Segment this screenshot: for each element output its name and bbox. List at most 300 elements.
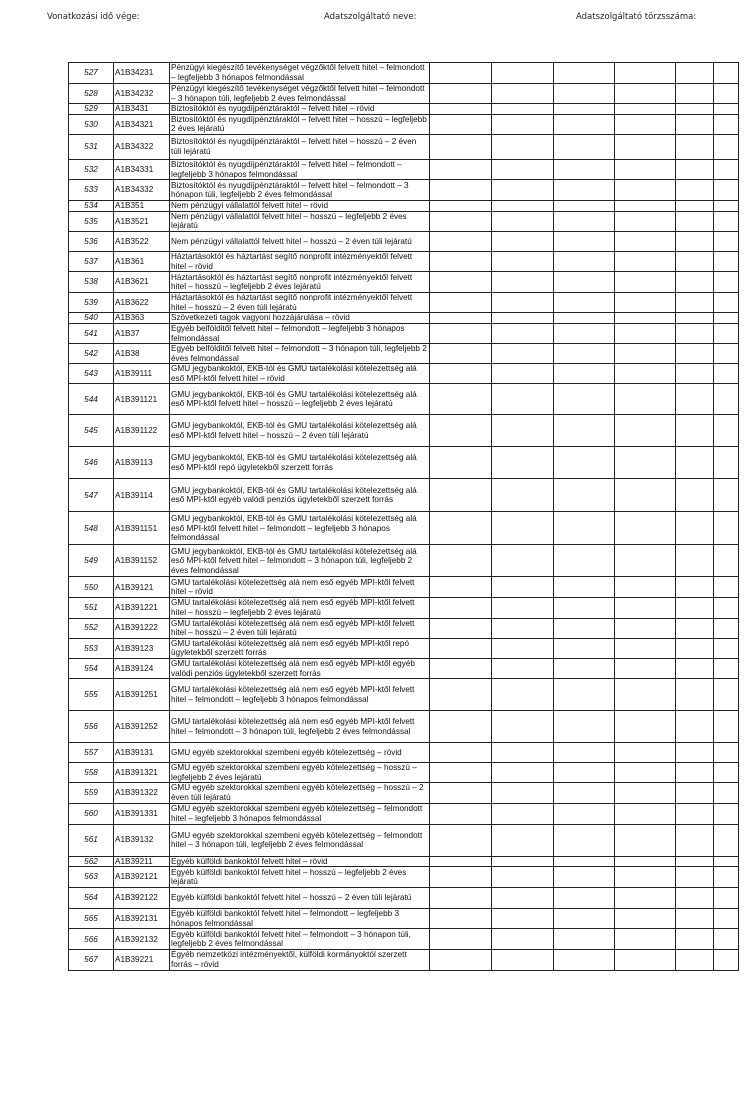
value-cell[interactable] [554, 598, 615, 618]
value-cell[interactable] [430, 201, 492, 212]
value-cell[interactable] [554, 950, 615, 970]
value-cell[interactable] [714, 201, 739, 212]
value-cell[interactable] [714, 763, 739, 783]
value-cell[interactable] [714, 134, 739, 159]
value-cell[interactable] [676, 104, 714, 115]
value-cell[interactable] [492, 159, 554, 179]
table-row [69, 180, 739, 201]
value-cell[interactable] [554, 679, 615, 711]
value-cell[interactable] [615, 743, 676, 763]
value-cell[interactable] [430, 479, 492, 512]
value-cell[interactable] [676, 711, 714, 743]
row-description: GMU tartalékolási kötelezettség alá nem eső egyéb MPI-ktől felvett hitel – felmondott – legfeljebb 3 hónapos felmondással [170, 679, 430, 711]
value-cell[interactable] [430, 63, 492, 84]
value-cell[interactable] [554, 545, 615, 577]
row-number: 544 [69, 384, 114, 415]
value-cell[interactable] [714, 867, 739, 888]
value-cell[interactable] [615, 323, 676, 343]
row-number: 559 [69, 783, 114, 803]
value-cell[interactable] [430, 679, 492, 711]
value-cell[interactable] [615, 479, 676, 512]
value-cell[interactable] [430, 909, 492, 929]
value-cell[interactable] [714, 415, 739, 447]
table-row [69, 856, 739, 867]
value-cell[interactable] [554, 231, 615, 251]
row-number: 550 [69, 577, 114, 598]
value-cell[interactable] [676, 545, 714, 577]
value-cell[interactable] [714, 743, 739, 763]
value-cell[interactable] [676, 512, 714, 545]
value-cell[interactable] [676, 598, 714, 618]
value-cell[interactable] [714, 114, 739, 134]
value-cell[interactable] [430, 711, 492, 743]
row-description: Biztosítóktól és nyugdíjpénztáraktól – felvett hitel – felmondott – 3 hónapon túli, legfeljebb 2 éves felmondással [170, 180, 430, 201]
value-cell[interactable] [430, 577, 492, 598]
value-cell[interactable] [554, 104, 615, 115]
value-cell[interactable] [554, 856, 615, 867]
value-cell[interactable] [615, 180, 676, 201]
value-cell[interactable] [554, 384, 615, 415]
value-cell[interactable] [492, 272, 554, 293]
value-cell[interactable] [714, 577, 739, 598]
value-cell[interactable] [676, 867, 714, 888]
table-row [69, 323, 739, 343]
value-cell[interactable] [676, 323, 714, 343]
value-cell[interactable] [554, 577, 615, 598]
value-cell[interactable] [430, 114, 492, 134]
value-cell[interactable] [714, 950, 739, 970]
row-number: 527 [69, 63, 114, 84]
value-cell[interactable] [714, 180, 739, 201]
value-cell[interactable] [492, 763, 554, 783]
value-cell[interactable] [554, 743, 615, 763]
value-cell[interactable] [714, 711, 739, 743]
value-cell[interactable] [554, 313, 615, 324]
row-code: A1B391222 [114, 618, 170, 638]
value-cell[interactable] [714, 598, 739, 618]
row-description: GMU egyéb szektorokkal szembeni egyéb kötelezettség – hosszú – legfeljebb 2 éves lejáratú [170, 763, 430, 783]
row-number: 535 [69, 211, 114, 231]
value-cell[interactable] [554, 803, 615, 824]
value-cell[interactable] [492, 638, 554, 658]
row-code: A1B392131 [114, 909, 170, 929]
value-cell[interactable] [492, 743, 554, 763]
value-cell[interactable] [615, 201, 676, 212]
row-number: 533 [69, 180, 114, 201]
table-row [69, 512, 739, 545]
row-number: 558 [69, 763, 114, 783]
value-cell[interactable] [492, 384, 554, 415]
value-cell[interactable] [714, 803, 739, 824]
value-cell[interactable] [714, 293, 739, 313]
value-cell[interactable] [430, 659, 492, 679]
value-cell[interactable] [615, 364, 676, 384]
value-cell[interactable] [492, 909, 554, 929]
value-cell[interactable] [615, 313, 676, 324]
row-number: 538 [69, 272, 114, 293]
value-cell[interactable] [554, 201, 615, 212]
value-cell[interactable] [615, 856, 676, 867]
value-cell[interactable] [676, 479, 714, 512]
value-cell[interactable] [676, 743, 714, 763]
value-cell[interactable] [615, 950, 676, 970]
value-cell[interactable] [714, 638, 739, 658]
value-cell[interactable] [430, 84, 492, 104]
table-row [69, 364, 739, 384]
value-cell[interactable] [676, 824, 714, 856]
value-cell[interactable] [676, 679, 714, 711]
value-cell[interactable] [430, 293, 492, 313]
value-cell[interactable] [676, 856, 714, 867]
value-cell[interactable] [430, 803, 492, 824]
value-cell[interactable] [615, 415, 676, 447]
value-cell[interactable] [615, 211, 676, 231]
table-row [69, 134, 739, 159]
value-cell[interactable] [676, 231, 714, 251]
value-cell[interactable] [430, 313, 492, 324]
row-description: Egyéb külföldi bankoktól felvett hitel – rövid [170, 856, 430, 867]
value-cell[interactable] [554, 293, 615, 313]
row-description: GMU jegybankoktól, EKB-tól és GMU tartalékolási kötelezettség alá eső MPI-ktől felvett hitel – rövid [170, 364, 430, 384]
value-cell[interactable] [615, 344, 676, 364]
value-cell[interactable] [676, 909, 714, 929]
value-cell[interactable] [676, 950, 714, 970]
value-cell[interactable] [714, 384, 739, 415]
value-cell[interactable] [554, 618, 615, 638]
value-cell[interactable] [615, 598, 676, 618]
row-code: A1B361 [114, 251, 170, 271]
row-code: A1B39123 [114, 638, 170, 658]
row-number: 561 [69, 824, 114, 856]
value-cell[interactable] [676, 638, 714, 658]
value-cell[interactable] [492, 577, 554, 598]
value-cell[interactable] [615, 803, 676, 824]
value-cell[interactable] [554, 211, 615, 231]
value-cell[interactable] [492, 211, 554, 231]
value-cell[interactable] [615, 679, 676, 711]
value-cell[interactable] [554, 479, 615, 512]
row-code: A1B392121 [114, 867, 170, 888]
value-cell[interactable] [430, 824, 492, 856]
value-cell[interactable] [615, 638, 676, 658]
value-cell[interactable] [714, 159, 739, 179]
table-row [69, 545, 739, 577]
value-cell[interactable] [615, 711, 676, 743]
value-cell[interactable] [714, 512, 739, 545]
value-cell[interactable] [615, 293, 676, 313]
value-cell[interactable] [492, 114, 554, 134]
value-cell[interactable] [615, 888, 676, 909]
value-cell[interactable] [492, 856, 554, 867]
value-cell[interactable] [676, 180, 714, 201]
value-cell[interactable] [615, 659, 676, 679]
value-cell[interactable] [492, 659, 554, 679]
value-cell[interactable] [430, 211, 492, 231]
value-cell[interactable] [615, 134, 676, 159]
value-cell[interactable] [714, 888, 739, 909]
value-cell[interactable] [676, 447, 714, 479]
value-cell[interactable] [430, 384, 492, 415]
value-cell[interactable] [615, 272, 676, 293]
value-cell[interactable] [615, 159, 676, 179]
value-cell[interactable] [676, 313, 714, 324]
value-cell[interactable] [676, 272, 714, 293]
value-cell[interactable] [430, 180, 492, 201]
value-cell[interactable] [430, 856, 492, 867]
value-cell[interactable] [492, 293, 554, 313]
value-cell[interactable] [430, 364, 492, 384]
table-row [69, 479, 739, 512]
row-number: 545 [69, 415, 114, 447]
value-cell[interactable] [714, 856, 739, 867]
row-code: A1B39132 [114, 824, 170, 856]
value-cell[interactable] [714, 231, 739, 251]
value-cell[interactable] [492, 711, 554, 743]
value-cell[interactable] [714, 313, 739, 324]
row-description: Pénzügyi kiegészítő tevékenységet végzőktől felvett hitel – felmondott – legfeljebb 3 hónapos felmondással [170, 63, 430, 84]
value-cell[interactable] [615, 512, 676, 545]
value-cell[interactable] [615, 867, 676, 888]
value-cell[interactable] [554, 323, 615, 343]
value-cell[interactable] [554, 512, 615, 545]
table-body [69, 63, 739, 971]
value-cell[interactable] [430, 344, 492, 364]
row-description: GMU jegybankoktól, EKB-tól és GMU tartalékolási kötelezettség alá eső MPI-ktől egyéb valódi penziós ügyletekből szerzett forrás [170, 479, 430, 512]
value-cell[interactable] [676, 201, 714, 212]
value-cell[interactable] [676, 211, 714, 231]
value-cell[interactable] [554, 84, 615, 104]
value-cell[interactable] [615, 231, 676, 251]
value-cell[interactable] [430, 104, 492, 115]
value-cell[interactable] [676, 114, 714, 134]
value-cell[interactable] [714, 251, 739, 271]
value-cell[interactable] [554, 763, 615, 783]
value-cell[interactable] [430, 888, 492, 909]
value-cell[interactable] [430, 545, 492, 577]
value-cell[interactable] [430, 929, 492, 950]
value-cell[interactable] [676, 803, 714, 824]
value-cell[interactable] [430, 743, 492, 763]
value-cell[interactable] [430, 323, 492, 343]
value-cell[interactable] [492, 888, 554, 909]
value-cell[interactable] [714, 364, 739, 384]
row-code: A1B34331 [114, 159, 170, 179]
value-cell[interactable] [492, 251, 554, 271]
value-cell[interactable] [615, 618, 676, 638]
value-cell[interactable] [492, 104, 554, 115]
value-cell[interactable] [615, 824, 676, 856]
table-row [69, 929, 739, 950]
value-cell[interactable] [492, 512, 554, 545]
row-number: 546 [69, 447, 114, 479]
value-cell[interactable] [492, 201, 554, 212]
value-cell[interactable] [492, 364, 554, 384]
row-code: A1B34322 [114, 134, 170, 159]
value-cell[interactable] [554, 888, 615, 909]
value-cell[interactable] [714, 272, 739, 293]
value-cell[interactable] [492, 783, 554, 803]
value-cell[interactable] [714, 824, 739, 856]
value-cell[interactable] [430, 272, 492, 293]
value-cell[interactable] [676, 618, 714, 638]
value-cell[interactable] [615, 577, 676, 598]
value-cell[interactable] [492, 929, 554, 950]
value-cell[interactable] [492, 867, 554, 888]
row-code: A1B391151 [114, 512, 170, 545]
value-cell[interactable] [714, 659, 739, 679]
value-cell[interactable] [492, 415, 554, 447]
value-cell[interactable] [554, 659, 615, 679]
value-cell[interactable] [615, 545, 676, 577]
value-cell[interactable] [554, 272, 615, 293]
value-cell[interactable] [615, 104, 676, 115]
value-cell[interactable] [554, 711, 615, 743]
value-cell[interactable] [430, 231, 492, 251]
value-cell[interactable] [615, 251, 676, 271]
value-cell[interactable] [430, 783, 492, 803]
value-cell[interactable] [492, 598, 554, 618]
row-description: GMU egyéb szektorokkal szembeni egyéb kötelezettség – hosszú – 2 éven túli lejáratú [170, 783, 430, 803]
value-cell[interactable] [492, 545, 554, 577]
value-cell[interactable] [615, 84, 676, 104]
row-description: Háztartásoktól és háztartást segítő nonprofit intézményektől felvett hitel – hosszú – 2 éven túli lejáratú [170, 293, 430, 313]
value-cell[interactable] [554, 447, 615, 479]
value-cell[interactable] [430, 618, 492, 638]
value-cell[interactable] [492, 344, 554, 364]
value-cell[interactable] [676, 364, 714, 384]
value-cell[interactable] [714, 909, 739, 929]
row-description: Egyéb külföldi bankoktól felvett hitel – felmondott – 3 hónapon túli, legfeljebb 2 éves felmondással [170, 929, 430, 950]
value-cell[interactable] [492, 618, 554, 638]
value-cell[interactable] [676, 577, 714, 598]
value-cell[interactable] [430, 159, 492, 179]
value-cell[interactable] [615, 909, 676, 929]
value-cell[interactable] [615, 447, 676, 479]
value-cell[interactable] [714, 447, 739, 479]
value-cell[interactable] [430, 415, 492, 447]
value-cell[interactable] [554, 783, 615, 803]
value-cell[interactable] [554, 364, 615, 384]
value-cell[interactable] [615, 783, 676, 803]
row-code: A1B39111 [114, 364, 170, 384]
value-cell[interactable] [714, 323, 739, 343]
table-row [69, 888, 739, 909]
row-description: Egyéb belfölditől felvett hitel – felmondott – 3 hónapon túli, legfeljebb 2 éves felmondással [170, 344, 430, 364]
table-row [69, 447, 739, 479]
value-cell[interactable] [676, 344, 714, 364]
value-cell[interactable] [492, 180, 554, 201]
value-cell[interactable] [554, 251, 615, 271]
value-cell[interactable] [554, 929, 615, 950]
value-cell[interactable] [676, 415, 714, 447]
value-cell[interactable] [430, 134, 492, 159]
value-cell[interactable] [492, 84, 554, 104]
row-number: 564 [69, 888, 114, 909]
value-cell[interactable] [492, 479, 554, 512]
value-cell[interactable] [554, 638, 615, 658]
value-cell[interactable] [430, 763, 492, 783]
row-number: 554 [69, 659, 114, 679]
value-cell[interactable] [676, 251, 714, 271]
value-cell[interactable] [492, 803, 554, 824]
value-cell[interactable] [492, 63, 554, 84]
value-cell[interactable] [615, 63, 676, 84]
value-cell[interactable] [430, 598, 492, 618]
value-cell[interactable] [430, 447, 492, 479]
value-cell[interactable] [714, 618, 739, 638]
value-cell[interactable] [676, 783, 714, 803]
table-row [69, 950, 739, 970]
value-cell[interactable] [714, 84, 739, 104]
value-cell[interactable] [676, 84, 714, 104]
value-cell[interactable] [492, 323, 554, 343]
value-cell[interactable] [430, 867, 492, 888]
value-cell[interactable] [676, 929, 714, 950]
value-cell[interactable] [554, 344, 615, 364]
value-cell[interactable] [430, 638, 492, 658]
value-cell[interactable] [554, 415, 615, 447]
value-cell[interactable] [430, 251, 492, 271]
value-cell[interactable] [676, 134, 714, 159]
table-row [69, 618, 739, 638]
value-cell[interactable] [615, 929, 676, 950]
value-cell[interactable] [714, 63, 739, 84]
value-cell[interactable] [554, 180, 615, 201]
value-cell[interactable] [492, 313, 554, 324]
value-cell[interactable] [554, 867, 615, 888]
value-cell[interactable] [676, 763, 714, 783]
value-cell[interactable] [714, 211, 739, 231]
value-cell[interactable] [492, 447, 554, 479]
row-code: A1B34231 [114, 63, 170, 84]
value-cell[interactable] [430, 950, 492, 970]
value-cell[interactable] [554, 159, 615, 179]
value-cell[interactable] [714, 929, 739, 950]
value-cell[interactable] [554, 909, 615, 929]
value-cell[interactable] [554, 63, 615, 84]
value-cell[interactable] [554, 134, 615, 159]
value-cell[interactable] [554, 114, 615, 134]
value-cell[interactable] [492, 824, 554, 856]
value-cell[interactable] [492, 134, 554, 159]
value-cell[interactable] [676, 384, 714, 415]
table-row [69, 763, 739, 783]
value-cell[interactable] [714, 104, 739, 115]
value-cell[interactable] [714, 679, 739, 711]
value-cell[interactable] [492, 231, 554, 251]
value-cell[interactable] [554, 824, 615, 856]
row-number: 530 [69, 114, 114, 134]
value-cell[interactable] [430, 512, 492, 545]
value-cell[interactable] [615, 763, 676, 783]
row-code: A1B39124 [114, 659, 170, 679]
value-cell[interactable] [492, 679, 554, 711]
value-cell[interactable] [714, 783, 739, 803]
value-cell[interactable] [714, 545, 739, 577]
row-description: Egyéb külföldi bankoktól felvett hitel – felmondott – legfeljebb 3 hónapos felmondással [170, 909, 430, 929]
value-cell[interactable] [492, 950, 554, 970]
row-code: A1B391221 [114, 598, 170, 618]
value-cell[interactable] [676, 293, 714, 313]
value-cell[interactable] [676, 659, 714, 679]
value-cell[interactable] [676, 888, 714, 909]
value-cell[interactable] [615, 384, 676, 415]
value-cell[interactable] [676, 63, 714, 84]
value-cell[interactable] [676, 159, 714, 179]
value-cell[interactable] [714, 344, 739, 364]
value-cell[interactable] [615, 114, 676, 134]
value-cell[interactable] [714, 479, 739, 512]
